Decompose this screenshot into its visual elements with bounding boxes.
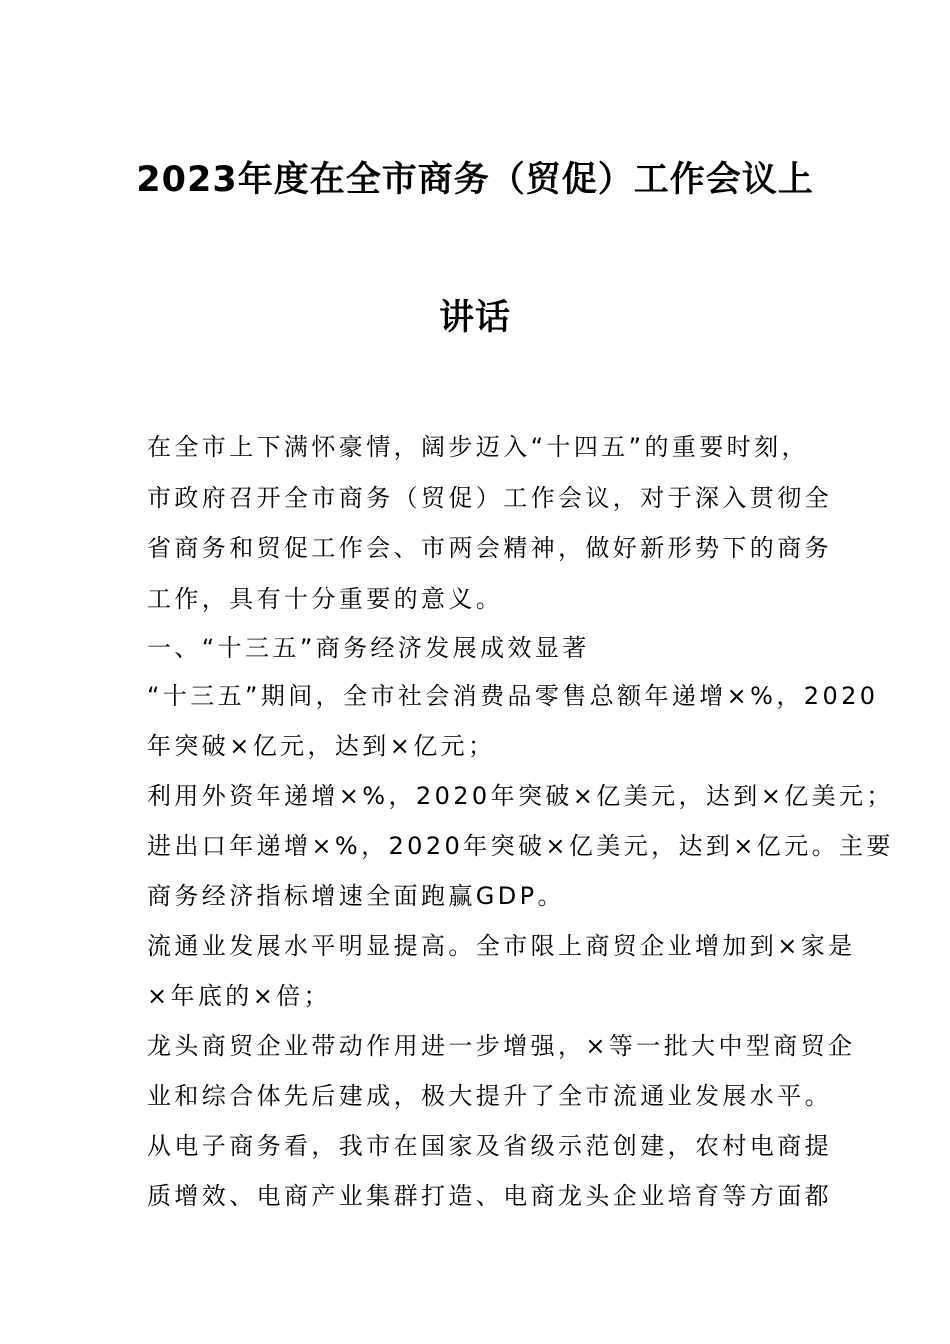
body-line-12: ×年底的×倍；	[147, 982, 332, 1010]
document-title-line-1: 2023年度在全市商务（贸促）工作会议上	[136, 160, 814, 200]
body-line-9: 进出口年递增×%，2020年突破×亿美元，达到×亿元。主要	[147, 832, 894, 860]
body-line-2: 市政府召开全市商务（贸促）工作会议，对于深入贯彻全	[147, 484, 832, 512]
body-line-10: 商务经济指标增速全面跑赢GDP。	[147, 882, 565, 910]
body-line-14: 业和综合体先后建成，极大提升了全市流通业发展水平。	[147, 1082, 832, 1110]
body-line-6: “十三五”期间，全市社会消费品零售总额年递增×%，2020	[147, 682, 879, 710]
body-line-8: 利用外资年递增×%，2020年突破×亿美元，达到×亿美元；	[147, 782, 894, 810]
body-line-3: 省商务和贸促工作会、市两会精神，做好新形势下的商务	[147, 534, 832, 562]
body-line-16: 质增效、电商产业集群打造、电商龙头企业培育等方面都	[147, 1182, 832, 1210]
body-line-13: 龙头商贸企业带动作用进一步增强，×等一批大中型商贸企	[147, 1032, 856, 1060]
body-line-11: 流通业发展水平明显提高。全市限上商贸企业增加到×家是	[147, 932, 856, 960]
body-line-7: 年突破×亿元，达到×亿元；	[147, 732, 496, 760]
section-heading-1: 一、“十三五”商务经济发展成效显著	[147, 634, 590, 662]
body-line-15: 从电子商务看，我市在国家及省级示范创建，农村电商提	[147, 1132, 832, 1160]
body-line-1: 在全市上下满怀豪情，阔步迈入“十四五”的重要时刻，	[147, 433, 809, 461]
document-title-line-2: 讲话	[438, 298, 511, 338]
body-line-4: 工作，具有十分重要的意义。	[147, 585, 504, 613]
